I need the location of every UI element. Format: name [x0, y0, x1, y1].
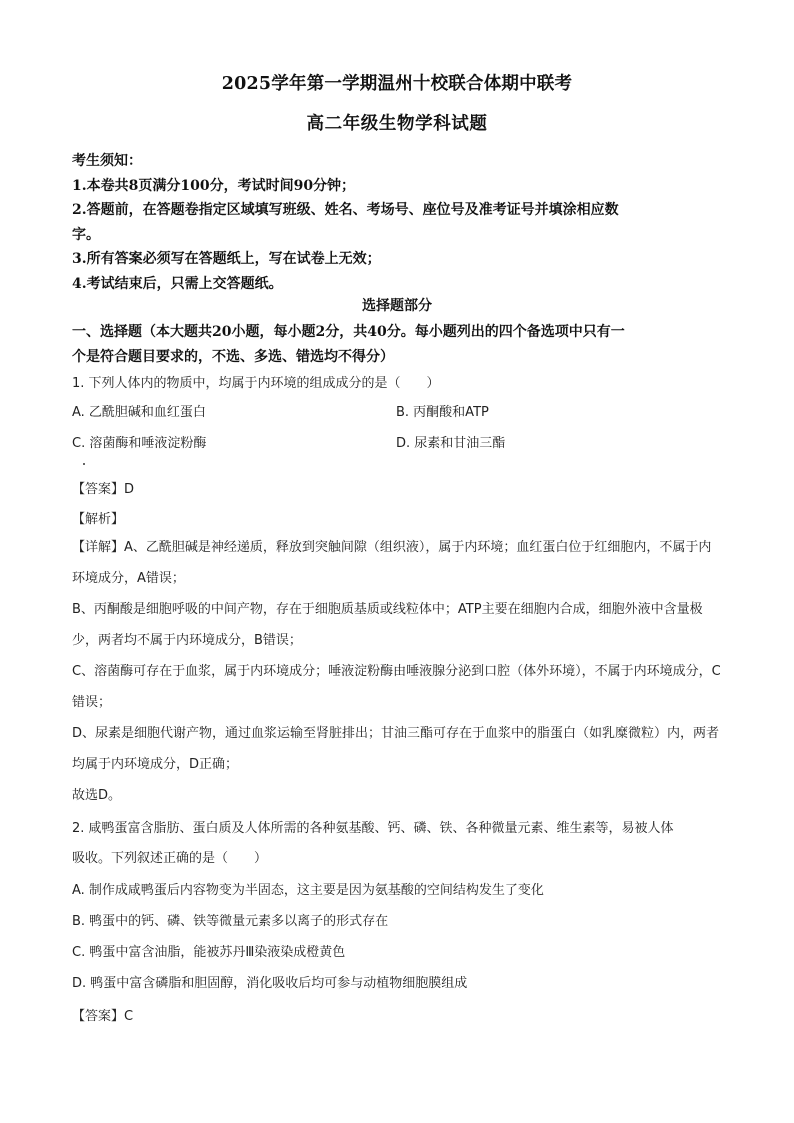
- question-2-stem-line-1: 2. 咸鸭蛋富含脂肪、蛋白质及人体所需的各种氨基酸、钙、磷、铁、各种微量元素、维生素等，易被人体: [72, 821, 674, 836]
- question-1-detail-b: B、丙酮酸是细胞呼吸的中间产物，存在于细胞质基质或线粒体中；ATP主要在细胞内合成，细胞外液中含量极少，两者均不属于内环境成分，B错误；: [72, 602, 703, 648]
- part-heading: [72, 320, 726, 369]
- question-2-option-b: B. 鸭蛋中的钙、磷、铁等微量元素多以离子的形式存在: [72, 914, 389, 929]
- exam-subtitle: 高二年级生物学科试题: [306, 114, 488, 134]
- question-1-option-a: A. 乙酰胆碱和血红蛋白: [72, 405, 206, 420]
- notes-item-1: 1.本卷共8页满分100分，考试时间90分钟；: [72, 177, 356, 194]
- question-2-answer: 【答案】C: [72, 1009, 134, 1024]
- question-1-stem: 1. 下列人体内的物质中，均属于内环境的组成成分的是（ ）: [72, 376, 440, 391]
- notes-item-2-cont: 字。: [72, 226, 100, 243]
- question-1-detail-a: 【详解】A、乙酰胆碱是神经递质，释放到突触间隙（组织液），属于内环境；血红蛋白位于红细胞内，不属于内环境成分，A错误；: [72, 540, 712, 586]
- question-1-options: [72, 397, 722, 459]
- candidate-notes: [72, 149, 722, 296]
- exam-title: 2025学年第一学期温州十校联合体期中联考: [221, 74, 573, 94]
- question-1-analysis-label: 【解析】: [72, 512, 125, 527]
- stray-mark: [83, 463, 85, 465]
- part-heading-line-1: 一、选择题（本大题共20小题，每小题2分，共40分。每小题列出的四个备选项中只有一: [72, 324, 625, 340]
- question-1-conclusion: 故选D。: [72, 788, 122, 803]
- question-1-detail-d: D、尿素是细胞代谢产物，通过血浆运输至肾脏排出；甘油三酯可存在于血浆中的脂蛋白（如乳糜微粒）内，两者均属于内环境成分，D正确；: [72, 726, 720, 772]
- question-2-stem-line-2: 吸收。下列叙述正确的是（ ）: [72, 851, 268, 866]
- question-2-option-d: D. 鸭蛋中富含磷脂和胆固醇，消化吸收后均可参与动植物细胞膜组成: [72, 976, 468, 991]
- notes-heading: 考生须知：: [72, 153, 142, 169]
- question-2-option-a: A. 制作成咸鸭蛋后内容物变为半固态，这主要是因为氨基酸的空间结构发生了变化: [72, 883, 544, 898]
- question-1-answer: 【答案】D: [72, 482, 135, 497]
- question-1-option-b: B. 丙酮酸和ATP: [396, 405, 489, 420]
- notes-item-3: 3.所有答案必须写在答题纸上，写在试卷上无效；: [72, 251, 381, 267]
- notes-item-4: 4.考试结束后，只需上交答题纸。: [72, 275, 283, 292]
- part-heading-line-2: 个是符合题目要求的，不选、多选、错选均不得分）: [72, 348, 394, 365]
- question-1-detail-c: C、溶菌酶可存在于血浆，属于内环境成分；唾液淀粉酶由唾液腺分泌到口腔（体外环境），不属于内环境成分，C错误；: [72, 664, 721, 710]
- notes-item-2: 2.答题前，在答题卷指定区域填写班级、姓名、考场号、座位号及准考证号并填涂相应数: [72, 202, 619, 218]
- question-2-option-c: C. 鸭蛋中富含油脂，能被苏丹Ⅲ染液染成橙黄色: [72, 945, 346, 960]
- question-1-option-d: D. 尿素和甘油三酯: [396, 436, 506, 451]
- section-title: 选择题部分: [362, 298, 432, 314]
- question-1-option-c: C. 溶菌酶和唾液淀粉酶: [72, 436, 207, 451]
